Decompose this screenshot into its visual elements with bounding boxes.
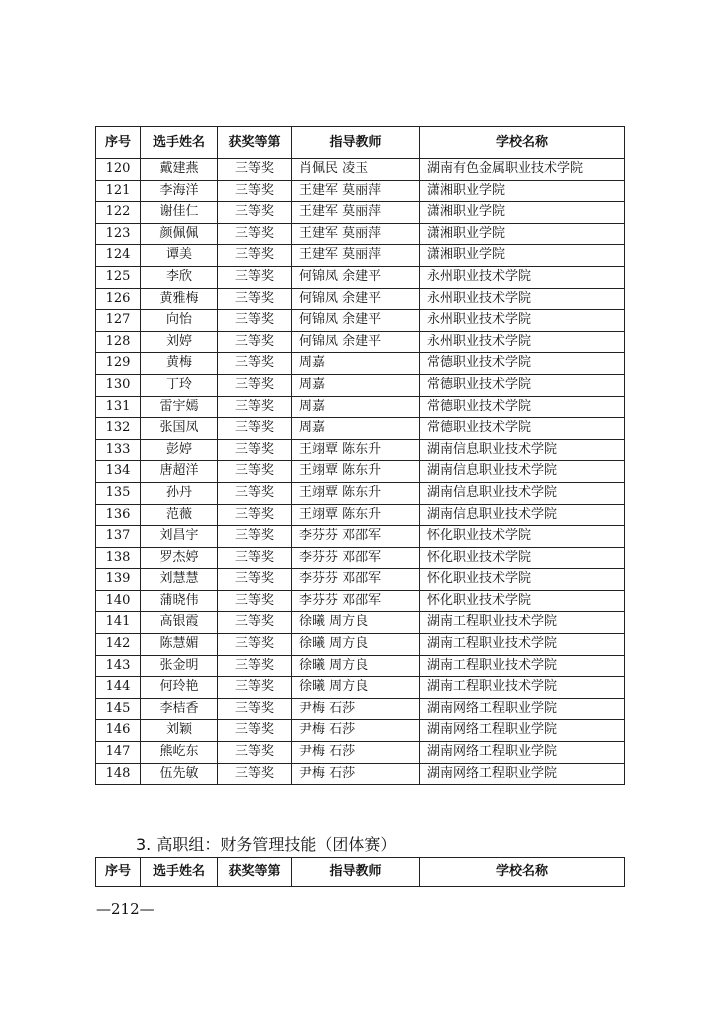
header-advisor: 指导教师 <box>292 127 420 159</box>
table-row <box>96 504 625 526</box>
header-school: 学校名称 <box>420 127 625 159</box>
cell-advisor: 徐曦 周方良 <box>292 634 420 656</box>
cell-name: 刘昌宇 <box>141 526 218 548</box>
cell-school: 潇湘职业学院 <box>420 223 625 245</box>
cell-name: 张金明 <box>141 655 218 677</box>
cell-index: 129 <box>96 353 141 375</box>
cell-advisor: 尹梅 石莎 <box>292 720 420 742</box>
cell-advisor: 李芬芬 邓邵军 <box>292 569 420 591</box>
cell-index: 139 <box>96 569 141 591</box>
cell-advisor: 王建军 莫丽萍 <box>292 202 420 224</box>
cell-index: 134 <box>96 461 141 483</box>
table-row <box>96 418 625 440</box>
cell-name: 陈慧媚 <box>141 634 218 656</box>
cell-advisor: 何锦凤 余建平 <box>292 331 420 353</box>
cell-award: 三等奖 <box>218 698 292 720</box>
cell-school: 潇湘职业学院 <box>420 202 625 224</box>
cell-school: 常德职业技术学院 <box>420 396 625 418</box>
header-award: 获奖等第 <box>218 858 292 887</box>
cell-name: 黄雅梅 <box>141 288 218 310</box>
cell-advisor: 王翊覃 陈东升 <box>292 461 420 483</box>
cell-index: 137 <box>96 526 141 548</box>
cell-school: 湖南有色金属职业技术学院 <box>420 159 625 181</box>
cell-index: 121 <box>96 180 141 202</box>
cell-name: 李欣 <box>141 266 218 288</box>
cell-award: 三等奖 <box>218 396 292 418</box>
table-row <box>96 526 625 548</box>
table-row <box>96 439 625 461</box>
table-row <box>96 180 625 202</box>
cell-advisor: 王翊覃 陈东升 <box>292 504 420 526</box>
cell-name: 黄梅 <box>141 353 218 375</box>
cell-school: 怀化职业技术学院 <box>420 590 625 612</box>
cell-advisor: 周嘉 <box>292 396 420 418</box>
cell-school: 潇湘职业学院 <box>420 180 625 202</box>
cell-name: 谢佳仁 <box>141 202 218 224</box>
cell-award: 三等奖 <box>218 180 292 202</box>
cell-award: 三等奖 <box>218 720 292 742</box>
table-row <box>96 547 625 569</box>
cell-award: 三等奖 <box>218 159 292 181</box>
cell-award: 三等奖 <box>218 590 292 612</box>
cell-name: 何玲艳 <box>141 677 218 699</box>
header-name: 选手姓名 <box>141 127 218 159</box>
cell-award: 三等奖 <box>218 202 292 224</box>
cell-school: 湖南网络工程职业学院 <box>420 698 625 720</box>
cell-advisor: 周嘉 <box>292 418 420 440</box>
cell-index: 127 <box>96 310 141 332</box>
cell-index: 130 <box>96 374 141 396</box>
cell-advisor: 李芬芬 邓邵军 <box>292 547 420 569</box>
cell-advisor: 李芬芬 邓邵军 <box>292 590 420 612</box>
header-index: 序号 <box>96 127 141 159</box>
cell-advisor: 周嘉 <box>292 374 420 396</box>
cell-school: 永州职业技术学院 <box>420 288 625 310</box>
table-header-row <box>96 127 625 159</box>
cell-index: 132 <box>96 418 141 440</box>
cell-award: 三等奖 <box>218 310 292 332</box>
cell-advisor: 王建军 莫丽萍 <box>292 245 420 267</box>
cell-advisor: 王建军 莫丽萍 <box>292 223 420 245</box>
cell-advisor: 徐曦 周方良 <box>292 655 420 677</box>
cell-name: 彭婷 <box>141 439 218 461</box>
cell-advisor: 李芬芬 邓邵军 <box>292 526 420 548</box>
cell-school: 湖南网络工程职业学院 <box>420 763 625 785</box>
cell-advisor: 王翊覃 陈东升 <box>292 482 420 504</box>
cell-index: 138 <box>96 547 141 569</box>
table-row <box>96 482 625 504</box>
cell-advisor: 尹梅 石莎 <box>292 742 420 764</box>
cell-name: 李海洋 <box>141 180 218 202</box>
cell-index: 126 <box>96 288 141 310</box>
cell-index: 133 <box>96 439 141 461</box>
cell-name: 戴建燕 <box>141 159 218 181</box>
cell-index: 125 <box>96 266 141 288</box>
cell-name: 熊屹东 <box>141 742 218 764</box>
cell-school: 怀化职业技术学院 <box>420 526 625 548</box>
table-row <box>96 245 625 267</box>
cell-award: 三等奖 <box>218 266 292 288</box>
cell-advisor: 何锦凤 余建平 <box>292 266 420 288</box>
table-row <box>96 655 625 677</box>
header-award: 获奖等第 <box>218 127 292 159</box>
table-row <box>96 353 625 375</box>
team-awards-table <box>95 857 625 887</box>
table-row <box>96 720 625 742</box>
table-header-row <box>96 858 625 887</box>
table-row <box>96 677 625 699</box>
cell-school: 永州职业技术学院 <box>420 331 625 353</box>
cell-advisor: 何锦凤 余建平 <box>292 310 420 332</box>
cell-school: 永州职业技术学院 <box>420 266 625 288</box>
table-row <box>96 763 625 785</box>
table-row <box>96 461 625 483</box>
cell-name: 高银霞 <box>141 612 218 634</box>
cell-advisor: 徐曦 周方良 <box>292 677 420 699</box>
cell-name: 丁玲 <box>141 374 218 396</box>
cell-school: 湖南网络工程职业学院 <box>420 720 625 742</box>
cell-award: 三等奖 <box>218 374 292 396</box>
cell-school: 湖南工程职业技术学院 <box>420 677 625 699</box>
header-advisor: 指导教师 <box>292 858 420 887</box>
cell-name: 范薇 <box>141 504 218 526</box>
section-title: 3. 高职组：财务管理技能（团体赛） <box>136 835 397 854</box>
cell-index: 145 <box>96 698 141 720</box>
cell-school: 湖南工程职业技术学院 <box>420 655 625 677</box>
cell-school: 湖南信息职业技术学院 <box>420 461 625 483</box>
cell-index: 148 <box>96 763 141 785</box>
cell-name: 刘婷 <box>141 331 218 353</box>
cell-award: 三等奖 <box>218 482 292 504</box>
cell-award: 三等奖 <box>218 634 292 656</box>
cell-award: 三等奖 <box>218 353 292 375</box>
cell-index: 144 <box>96 677 141 699</box>
cell-index: 143 <box>96 655 141 677</box>
table-row <box>96 159 625 181</box>
cell-name: 蒲晓伟 <box>141 590 218 612</box>
table-body <box>96 159 625 785</box>
cell-school: 潇湘职业学院 <box>420 245 625 267</box>
cell-index: 128 <box>96 331 141 353</box>
header-index: 序号 <box>96 858 141 887</box>
cell-index: 141 <box>96 612 141 634</box>
cell-name: 向怡 <box>141 310 218 332</box>
cell-school: 怀化职业技术学院 <box>420 547 625 569</box>
cell-name: 罗杰婷 <box>141 547 218 569</box>
cell-award: 三等奖 <box>218 461 292 483</box>
cell-advisor: 徐曦 周方良 <box>292 612 420 634</box>
cell-award: 三等奖 <box>218 526 292 548</box>
cell-index: 136 <box>96 504 141 526</box>
cell-index: 147 <box>96 742 141 764</box>
cell-name: 刘颖 <box>141 720 218 742</box>
table-row <box>96 288 625 310</box>
cell-index: 140 <box>96 590 141 612</box>
cell-award: 三等奖 <box>218 677 292 699</box>
cell-award: 三等奖 <box>218 418 292 440</box>
cell-index: 123 <box>96 223 141 245</box>
cell-index: 124 <box>96 245 141 267</box>
cell-index: 142 <box>96 634 141 656</box>
cell-school: 湖南信息职业技术学院 <box>420 482 625 504</box>
header-name: 选手姓名 <box>141 858 218 887</box>
cell-school: 常德职业技术学院 <box>420 418 625 440</box>
cell-index: 131 <box>96 396 141 418</box>
cell-advisor: 尹梅 石莎 <box>292 763 420 785</box>
table-row <box>96 202 625 224</box>
cell-advisor: 尹梅 石莎 <box>292 698 420 720</box>
cell-advisor: 周嘉 <box>292 353 420 375</box>
cell-school: 湖南网络工程职业学院 <box>420 742 625 764</box>
cell-index: 122 <box>96 202 141 224</box>
cell-school: 常德职业技术学院 <box>420 353 625 375</box>
table-row <box>96 266 625 288</box>
awards-table <box>95 126 625 785</box>
cell-school: 湖南工程职业技术学院 <box>420 634 625 656</box>
page-number: —212— <box>96 900 155 918</box>
cell-award: 三等奖 <box>218 612 292 634</box>
cell-index: 120 <box>96 159 141 181</box>
cell-advisor: 何锦凤 余建平 <box>292 288 420 310</box>
cell-award: 三等奖 <box>218 504 292 526</box>
cell-school: 湖南信息职业技术学院 <box>420 504 625 526</box>
cell-school: 怀化职业技术学院 <box>420 569 625 591</box>
cell-index: 135 <box>96 482 141 504</box>
header-school: 学校名称 <box>420 858 625 887</box>
cell-award: 三等奖 <box>218 245 292 267</box>
cell-advisor: 王翊覃 陈东升 <box>292 439 420 461</box>
table-row <box>96 698 625 720</box>
cell-name: 伍先敏 <box>141 763 218 785</box>
table-row <box>96 634 625 656</box>
cell-name: 张国凤 <box>141 418 218 440</box>
cell-award: 三等奖 <box>218 439 292 461</box>
cell-advisor: 王建军 莫丽萍 <box>292 180 420 202</box>
cell-name: 刘慧慧 <box>141 569 218 591</box>
cell-award: 三等奖 <box>218 288 292 310</box>
cell-name: 李桔香 <box>141 698 218 720</box>
cell-name: 颜佩佩 <box>141 223 218 245</box>
table-row <box>96 374 625 396</box>
cell-award: 三等奖 <box>218 223 292 245</box>
cell-award: 三等奖 <box>218 569 292 591</box>
table-row <box>96 590 625 612</box>
cell-award: 三等奖 <box>218 742 292 764</box>
table-row <box>96 612 625 634</box>
table-row <box>96 331 625 353</box>
table-row <box>96 742 625 764</box>
table-row <box>96 310 625 332</box>
cell-name: 谭美 <box>141 245 218 267</box>
cell-school: 湖南工程职业技术学院 <box>420 612 625 634</box>
cell-school: 永州职业技术学院 <box>420 310 625 332</box>
cell-name: 唐超洋 <box>141 461 218 483</box>
cell-award: 三等奖 <box>218 547 292 569</box>
table-row <box>96 396 625 418</box>
cell-award: 三等奖 <box>218 331 292 353</box>
table-row <box>96 569 625 591</box>
cell-advisor: 肖佩民 凌玉 <box>292 159 420 181</box>
cell-award: 三等奖 <box>218 655 292 677</box>
table-row <box>96 223 625 245</box>
cell-name: 孙丹 <box>141 482 218 504</box>
cell-index: 146 <box>96 720 141 742</box>
cell-school: 湖南信息职业技术学院 <box>420 439 625 461</box>
cell-award: 三等奖 <box>218 763 292 785</box>
cell-name: 雷宇嫣 <box>141 396 218 418</box>
cell-school: 常德职业技术学院 <box>420 374 625 396</box>
